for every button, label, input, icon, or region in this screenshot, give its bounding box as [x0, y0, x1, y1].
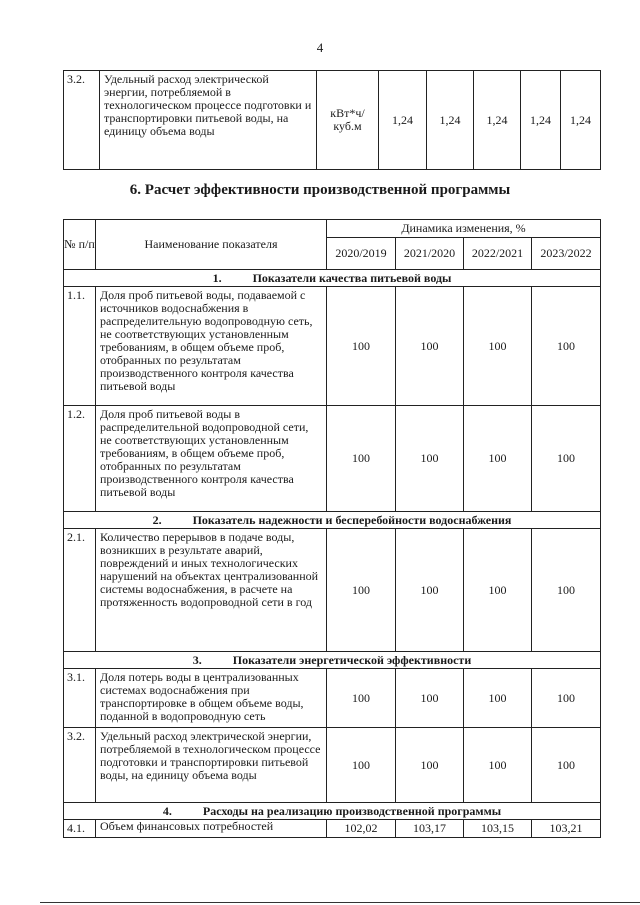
row-value: 100: [327, 669, 396, 728]
table-row: [64, 728, 601, 803]
row-name: Доля потерь воды в централизованных системах водоснабжения при транспортировке в общем объеме воды, поданной в водопроводную сеть: [96, 669, 327, 728]
row-name: Удельный расход электрической энергии, потребляемой в технологическом процессе подготовки и транспортировки питьевой воды, на единицу объема воды: [96, 728, 327, 803]
row-value: 100: [396, 529, 464, 652]
row-value: 100: [396, 406, 464, 512]
section-heading: [64, 652, 601, 669]
table-row: [64, 71, 601, 170]
row-value: 103,15: [464, 820, 532, 838]
row-value: 100: [464, 728, 532, 803]
row-index: 1.1.: [64, 287, 96, 406]
section-heading: [64, 512, 601, 529]
section-title-text: Показатели энергетической эффективности: [232, 652, 472, 667]
table-row: [64, 406, 601, 512]
row-value: 100: [532, 406, 601, 512]
row-index: 3.2.: [64, 728, 96, 803]
header-row: [64, 220, 601, 238]
row-value: 100: [396, 669, 464, 728]
section-number: 4.: [162, 803, 172, 818]
row-value: 100: [327, 529, 396, 652]
section-number: 1.: [212, 270, 222, 285]
table-row: [64, 287, 601, 406]
row-name: Количество перерывов в подаче воды, возникших в результате аварий, повреждений и иных технологических нарушений на объектах централизованной системы водоснабжения, в расчете на протяженность водопроводной сети в год: [96, 529, 327, 652]
row-value: 100: [396, 728, 464, 803]
section-title: 6. Расчет эффективности производственной программы: [129, 182, 511, 198]
section-number: 3.: [192, 652, 202, 667]
row-name: Удельный расход электрической энергии, потребляемой в технологическом процессе подготовки и транспортировки питьевой воды, на единицу объема воды: [100, 71, 317, 170]
page-number: 4: [316, 40, 324, 55]
table-row: [64, 820, 601, 838]
row-value: 100: [327, 728, 396, 803]
row-value: 100: [327, 406, 396, 512]
row-value: 100: [464, 406, 532, 512]
row-value: 1,24: [521, 71, 561, 170]
row-index: 3.2.: [64, 71, 100, 170]
header-dynamics: Динамика изменения, %: [327, 220, 601, 238]
table-row: [64, 669, 601, 728]
section-row: [64, 512, 601, 529]
row-unit: кВт*ч/ куб.м: [317, 71, 379, 170]
section-title-text: Показатели качества питьевой воды: [252, 270, 452, 285]
row-value: 100: [396, 287, 464, 406]
row-value: 1,24: [561, 71, 601, 170]
header-year: 2021/2020: [396, 238, 464, 270]
row-value: 100: [327, 287, 396, 406]
row-value: 1,24: [379, 71, 427, 170]
section-number: 2.: [152, 512, 162, 527]
header-year: 2020/2019: [327, 238, 396, 270]
row-value: 100: [464, 287, 532, 406]
section-row: [64, 803, 601, 820]
scan-edge-line: [40, 902, 640, 903]
section-title-text: Показатель надежности и бесперебойности водоснабжения: [192, 512, 512, 527]
table-row: [64, 529, 601, 652]
row-value: 100: [532, 529, 601, 652]
section-heading: [64, 803, 601, 820]
row-index: 4.1.: [64, 820, 96, 838]
section-title-text: Расходы на реализацию производственной программы: [202, 803, 502, 818]
header-num: № п/п: [64, 220, 96, 270]
row-index: 3.1.: [64, 669, 96, 728]
row-value: 103,21: [532, 820, 601, 838]
row-value: 100: [464, 529, 532, 652]
header-year: 2022/2021: [464, 238, 532, 270]
row-value: 100: [532, 728, 601, 803]
header-name: Наименование показателя: [96, 220, 327, 270]
section-row: [64, 270, 601, 287]
header-year: 2023/2022: [532, 238, 601, 270]
row-index: 2.1.: [64, 529, 96, 652]
row-value: 100: [532, 669, 601, 728]
row-name: Объем финансовых потребностей: [96, 820, 327, 838]
row-value: 100: [532, 287, 601, 406]
row-value: 100: [464, 669, 532, 728]
row-value: 102,02: [327, 820, 396, 838]
row-value: 1,24: [427, 71, 474, 170]
efficiency-table: [63, 219, 601, 838]
row-value: 1,24: [474, 71, 521, 170]
row-name: Доля проб питьевой воды, подаваемой с источников водоснабжения в распределительную водопроводную сеть, не соответствующих установленным требованиям, в общем объеме проб, отобранных по результатам производственного контроля качества питьевой воды: [96, 287, 327, 406]
continued-table: [63, 70, 601, 170]
row-name: Доля проб питьевой воды в распределительной водопроводной сети, не соответствующих установленным требованиям, в общем объеме проб, отобранных по результатам производственного контроля качества питьевой воды: [96, 406, 327, 512]
section-heading: [64, 270, 601, 287]
row-value: 103,17: [396, 820, 464, 838]
row-index: 1.2.: [64, 406, 96, 512]
section-row: [64, 652, 601, 669]
